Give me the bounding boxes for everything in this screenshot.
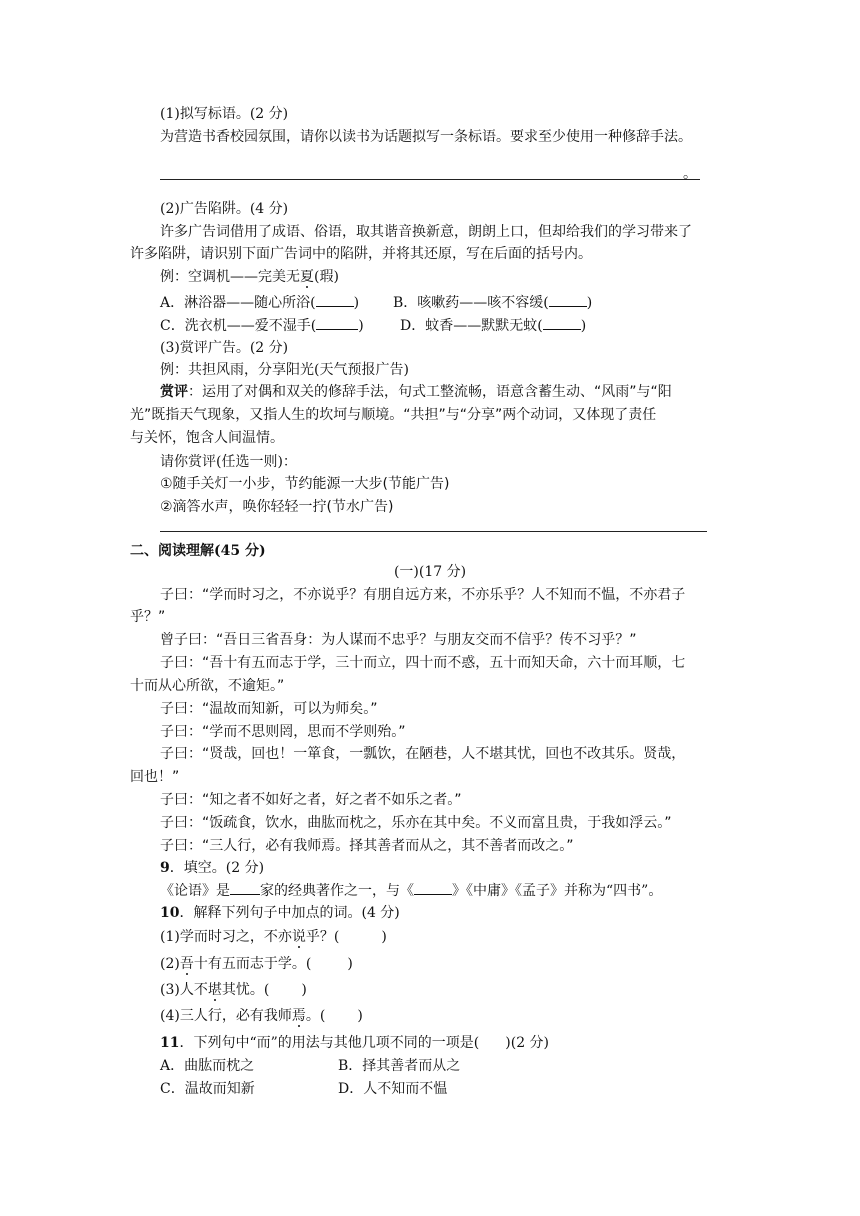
q2-para2: 许多陷阱，请识别下面广告词中的陷阱，并将其还原，写在后面的括号内。 bbox=[130, 246, 592, 262]
q1-end-mark: 。 bbox=[683, 166, 697, 182]
q9-title: 9．填空。(2 分) bbox=[160, 860, 265, 876]
q10-item2: (2)吾十有五而志于学。( ) bbox=[160, 956, 353, 972]
q11-option-c: C．温故而知新 bbox=[160, 1081, 255, 1097]
passage-p2: 曾子曰：“吾日三省吾身：为人谋而不忠乎？与朋友交而不信乎？传不习乎？” bbox=[160, 632, 637, 648]
passage-p7: 子曰：“知之者不如好之者，好之者不如乐之者。” bbox=[160, 792, 462, 808]
passage-p9: 子曰：“三人行，必有我师焉。择其善者而从之，其不善者而改之。” bbox=[160, 838, 574, 854]
section2-title: 二、阅读理解(45 分) bbox=[130, 543, 266, 559]
q3-item1: ①随手关灯一小步，节约能源一大步(节能广告) bbox=[160, 476, 450, 492]
q9-sentence: 《论语》是 家的经典著作之一，与《 》《中庸》《孟子》并称为“四书”。 bbox=[160, 880, 662, 902]
q2-title: (2)广告陷阱。(4 分) bbox=[160, 201, 289, 217]
dotted-char: 堪 bbox=[207, 982, 222, 998]
q2-option-c: C．洗衣机——爱不湿手( ) bbox=[160, 315, 364, 337]
q1-answer-line[interactable] bbox=[160, 179, 700, 180]
passage-p6b: 回也！” bbox=[130, 769, 180, 785]
q2-para1: 许多广告词借用了成语、俗语，取其谐音换新意，朗朗上口，但却给我们的学习带来了 bbox=[160, 224, 692, 240]
q2-d-blank[interactable] bbox=[543, 315, 581, 330]
q11-option-a: A．曲肱而枕之 bbox=[160, 1058, 255, 1074]
passage-p3a: 子曰：“吾十有五而志于学，三十而立，四十而不惑，五十而知天命，六十而耳顺，七 bbox=[160, 655, 686, 671]
dotted-char: 夏 bbox=[300, 269, 314, 285]
q1-title: (1)拟写标语。(2 分) bbox=[160, 106, 289, 122]
q2-c-blank[interactable] bbox=[316, 315, 358, 330]
dotted-char: 吾 bbox=[179, 956, 194, 972]
q3-example: 例：共担风雨，分享阳光(天气预报广告) bbox=[160, 362, 409, 378]
q3-review-line1: 赏评：运用了对偶和双关的修辞手法，句式工整流畅，语意含蓄生动、“风雨”与“阳 bbox=[160, 384, 672, 400]
q11-option-d: D．人不知而不愠 bbox=[338, 1081, 448, 1097]
passage-p3b: 十而从心所欲，不逾矩。” bbox=[130, 678, 285, 694]
passage-p1b: 乎？” bbox=[130, 609, 166, 625]
q10-item3: (3)人不堪其忧。( ) bbox=[160, 982, 307, 998]
q3-item2: ②滴答水声，唤你轻轻一拧(节水广告) bbox=[160, 499, 394, 515]
q10-item4: (4)三人行，必有我师焉。( ) bbox=[160, 1008, 363, 1024]
q2-option-a: A．淋浴器——随心所浴( ) bbox=[160, 292, 359, 314]
q2-example: 例：空调机——完美无夏(瑕) bbox=[160, 269, 339, 285]
q3-title: (3)赏评广告。(2 分) bbox=[160, 340, 289, 356]
q11-title: 11．下列句中“而”的用法与其他几项不同的一项是( )(2 分) bbox=[160, 1035, 550, 1051]
passage-p8: 子曰：“饭疏食，饮水，曲肱而枕之，乐亦在其中矣。不义而富且贵，于我如浮云。” bbox=[160, 815, 672, 831]
passage-p5: 子曰：“学而不思则罔，思而不学则殆。” bbox=[160, 724, 406, 740]
dotted-char: 说 bbox=[291, 929, 306, 945]
q11-option-b: B．择其善者而从之 bbox=[338, 1058, 461, 1074]
q3-ask: 请你赏评(任选一则)： bbox=[160, 454, 297, 470]
q9-blank-1[interactable] bbox=[230, 880, 260, 895]
q3-review-line3: 与关怀，饱含人间温情。 bbox=[130, 430, 284, 446]
q3-review-line2: 光”既指天气现象，又指人生的坎坷与顺境。“共担”与“分享”两个动词，又体现了责任 bbox=[130, 407, 657, 423]
q9-blank-2[interactable] bbox=[414, 880, 452, 895]
q10-title: 10．解释下列句子中加点的词。(4 分) bbox=[160, 905, 400, 921]
q2-b-blank[interactable] bbox=[549, 292, 587, 307]
passage-p4: 子曰：“温故而知新，可以为师矣。” bbox=[160, 701, 378, 717]
q10-item1: (1)学而时习之，不亦说乎？( ) bbox=[160, 929, 387, 945]
section2-subtitle: (一)(17 分) bbox=[393, 564, 467, 580]
dotted-char: 焉 bbox=[291, 1008, 306, 1024]
q2-a-blank[interactable] bbox=[316, 292, 354, 307]
q1-prompt: 为营造书香校园氛围，请你以读书为话题拟写一条标语。要求至少使用一种修辞手法。 bbox=[160, 129, 692, 145]
q2-option-d: D．蚊香——默默无蚊( ) bbox=[400, 315, 586, 337]
passage-p1a: 子曰：“学而时习之，不亦说乎？有朋自远方来，不亦乐乎？人不知而不愠，不亦君子 bbox=[160, 587, 686, 603]
q3-answer-line[interactable] bbox=[160, 531, 707, 532]
q2-option-b: B．咳嗽药——咳不容缓( ) bbox=[393, 292, 592, 314]
passage-p6a: 子曰：“贤哉，回也！一箪食，一瓢饮，在陋巷，人不堪其忧，回也不改其乐。贤哉， bbox=[160, 746, 686, 762]
